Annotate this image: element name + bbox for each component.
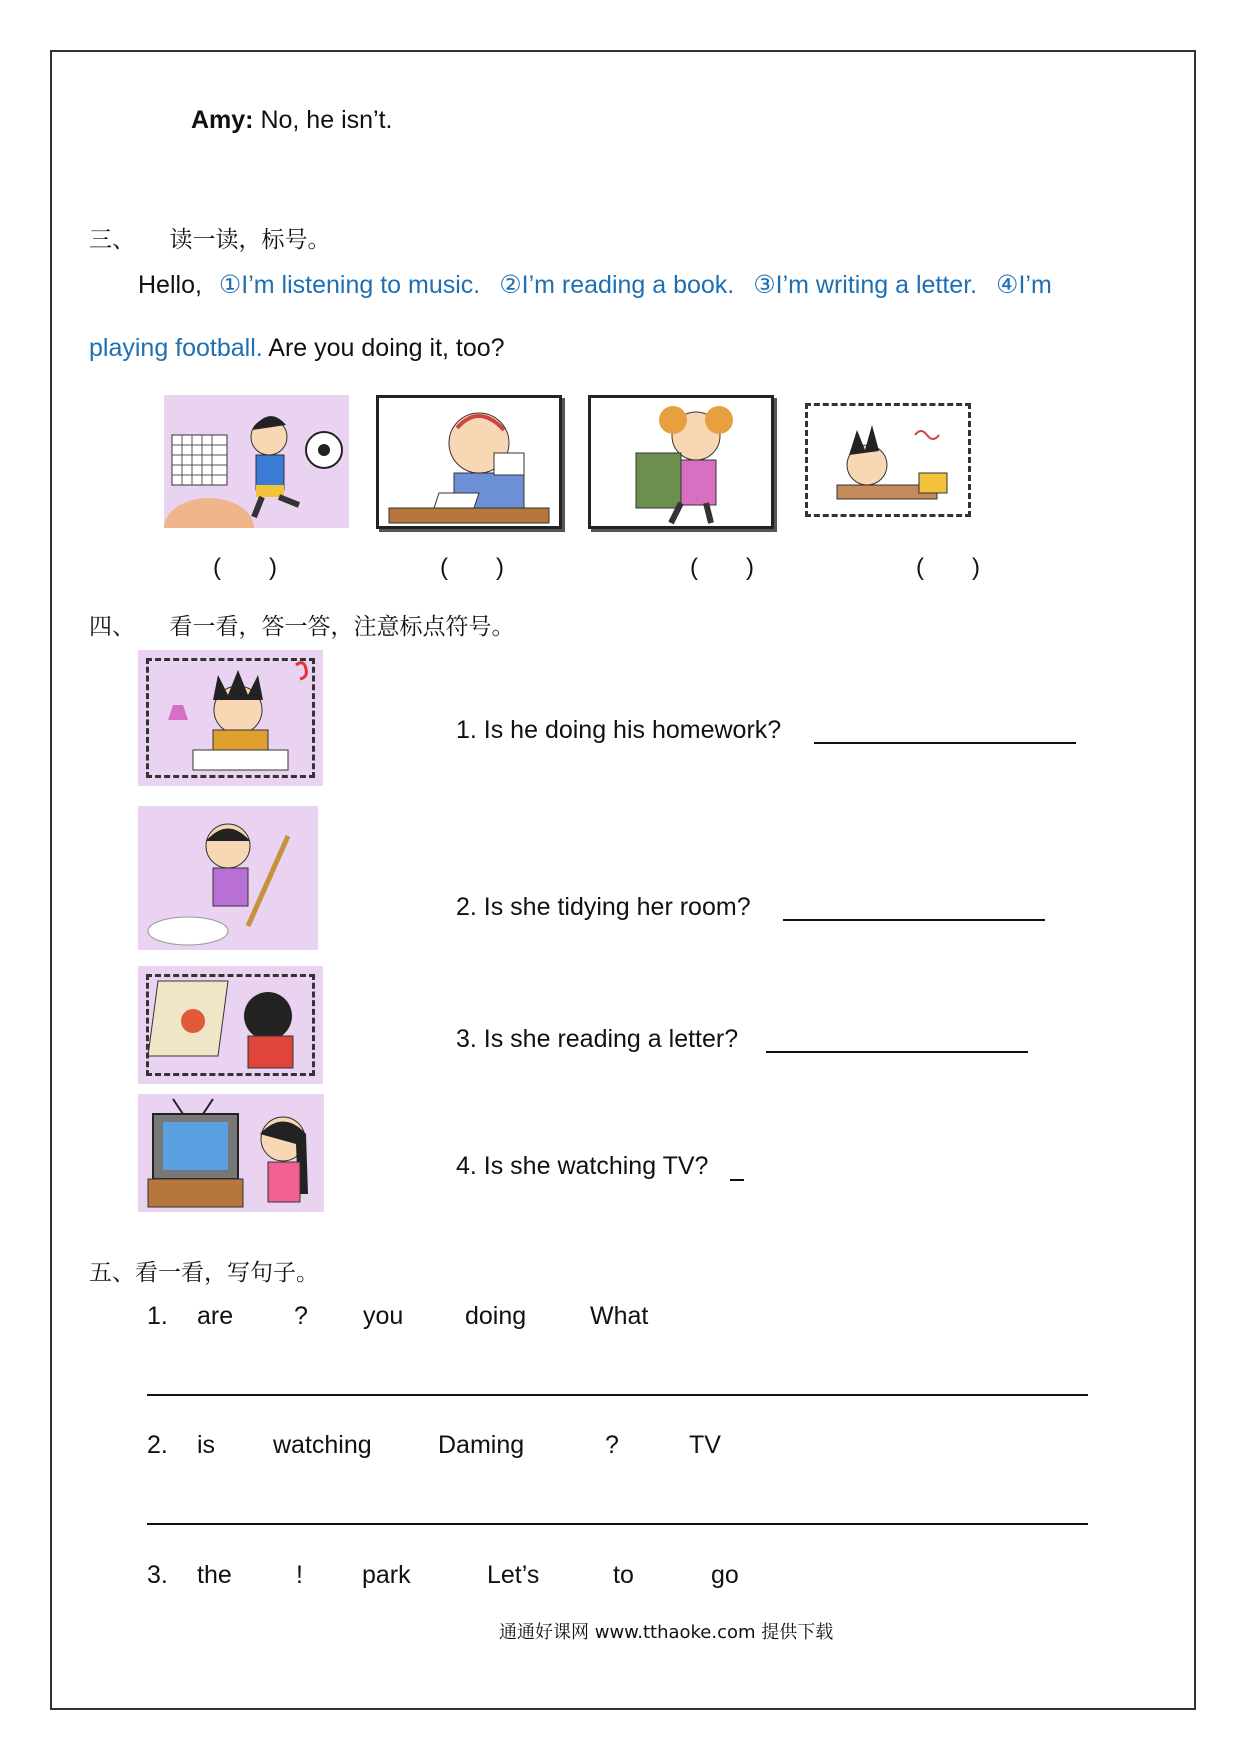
homework-picture <box>138 650 323 786</box>
word-tile: ? <box>605 1431 619 1459</box>
word-tile: park <box>362 1561 411 1589</box>
word-tile: you <box>363 1302 404 1330</box>
sentence-line-1[interactable] <box>147 1394 1088 1396</box>
drawing-picture <box>138 966 323 1084</box>
section5-title: 五、看一看，写句子。 <box>89 1260 319 1286</box>
word-tile: What <box>590 1302 649 1330</box>
sentence-4-start: ④I’m <box>996 271 1052 299</box>
reading-picture <box>588 395 774 529</box>
boy-homework-illustration <box>138 650 323 786</box>
answer-bracket-4[interactable]: ( ) <box>916 554 980 581</box>
answer-line-2[interactable] <box>783 919 1045 921</box>
section4-title: 四、 看一看，答一答，注意标点符号。 <box>89 614 515 640</box>
boy-football-illustration <box>164 395 349 528</box>
word-tile: are <box>197 1302 234 1330</box>
word-tile: watching <box>273 1431 372 1459</box>
word-tile: Let’s <box>487 1561 540 1589</box>
tidying-picture <box>138 806 318 950</box>
tv-picture <box>138 1094 324 1212</box>
word-tile: the <box>197 1561 232 1589</box>
answer-line-4[interactable] <box>730 1179 744 1181</box>
girl-tidying-illustration <box>138 806 318 950</box>
answer-bracket-1[interactable]: ( ) <box>213 554 277 581</box>
section3-line1 <box>138 270 1052 300</box>
question-text: Are you doing it, too? <box>262 334 505 362</box>
dialogue-text: No, he isn’t. <box>253 106 393 134</box>
word-tile: to <box>613 1561 634 1589</box>
word-tile: go <box>711 1561 739 1589</box>
question-4: 4. Is she watching TV? <box>456 1152 709 1180</box>
item-number: 3. <box>147 1561 168 1589</box>
section3-line2 <box>89 334 505 363</box>
word-tile: ? <box>294 1302 308 1330</box>
word-tile: Daming <box>438 1431 525 1459</box>
word-tile: TV <box>689 1431 721 1459</box>
listening-picture <box>797 395 979 525</box>
football-picture <box>164 395 349 528</box>
man-writing-illustration <box>379 398 559 526</box>
question-3: 3. Is she reading a letter? <box>456 1025 739 1053</box>
section3-title: 三、 读一读，标号。 <box>89 227 331 253</box>
question-1: 1. Is he doing his homework? <box>456 716 782 744</box>
footer-credit: 通通好课网 www.tthaoke.com 提供下载 <box>499 1622 834 1643</box>
answer-line-1[interactable] <box>814 742 1076 744</box>
boy-listening-illustration <box>797 395 979 525</box>
answer-line-3[interactable] <box>766 1051 1028 1053</box>
speaker-name: Amy: <box>191 106 254 134</box>
girl-drawing-illustration <box>138 966 323 1084</box>
hello-text: Hello, <box>138 271 202 299</box>
sentence-3: ③I’m writing a letter. <box>753 271 978 299</box>
sentence-2: ②I’m reading a book. <box>499 271 735 299</box>
word-tile: doing <box>465 1302 527 1330</box>
answer-bracket-3[interactable]: ( ) <box>690 554 754 581</box>
writing-picture <box>376 395 562 529</box>
sentence-4-end: playing football. <box>89 334 263 362</box>
girl-watching-tv-illustration <box>138 1094 324 1212</box>
item-number: 2. <box>147 1431 168 1459</box>
amy-line <box>191 106 392 135</box>
question-2: 2. Is she tidying her room? <box>456 893 751 921</box>
word-tile: ! <box>296 1561 303 1589</box>
answer-bracket-2[interactable]: ( ) <box>440 554 504 581</box>
item-number: 1. <box>147 1302 168 1330</box>
word-tile: is <box>197 1431 216 1459</box>
sentence-line-2[interactable] <box>147 1523 1088 1525</box>
sentence-1: ①I’m listening to music. <box>218 271 481 299</box>
girl-reading-illustration <box>591 398 771 526</box>
